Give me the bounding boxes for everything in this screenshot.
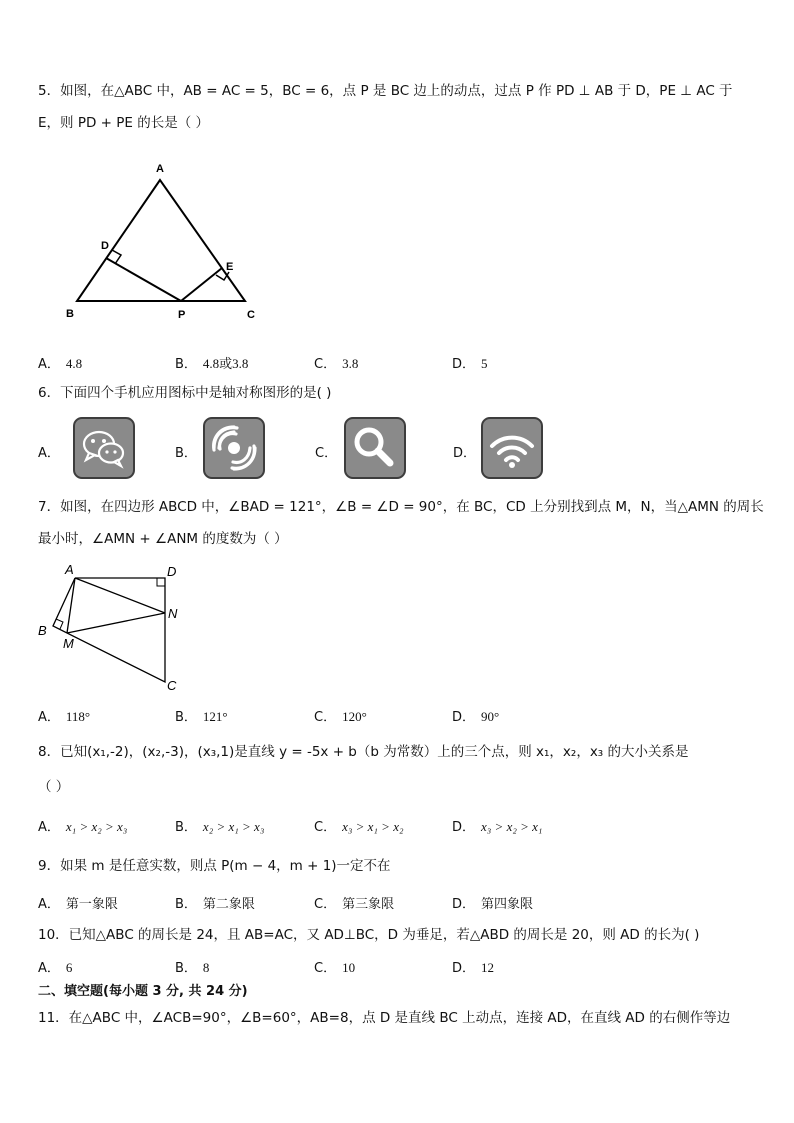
q7-label-b: B [38, 623, 47, 638]
q7-label-n: N [168, 606, 178, 621]
q5-label-p: P [178, 309, 186, 321]
q6-option-b-label[interactable]: B． [175, 446, 197, 461]
q5-label-c: C [247, 309, 255, 321]
q10-options [38, 957, 758, 975]
q7-option-b[interactable]: B． 121° [175, 709, 228, 725]
q5-label-b: B [66, 308, 74, 320]
q7-label-m: M [63, 636, 74, 651]
q7-stem-line1: 7．如图，在四边形 ABCD 中，∠BAD = 121°，∠B = ∠D = 90°，在 BC，CD 上分别找到点 M，N，当△AMN 的周长 [38, 499, 764, 515]
q7-option-a[interactable]: A． 118° [38, 709, 91, 725]
q7-label-a: A [65, 562, 74, 577]
q9-option-a[interactable]: A． 第一象限 [38, 897, 118, 912]
q8-option-c[interactable]: C． x₃ > x₁ > x₂ [314, 819, 404, 835]
q8-stem-line1: 8．已知(x₁,-2)，(x₂,-3)，(x₃,1)是直线 y = -5x + b（b 为常数）上的三个点，则 x₁，x₂，x₃ 的大小关系是 [38, 744, 689, 760]
q7-quadrilateral-figure [35, 558, 195, 700]
q5-option-a[interactable]: A． 4.8 [38, 356, 83, 372]
q6-option-a-label[interactable]: A． [38, 446, 60, 461]
wifi-icon[interactable] [481, 417, 543, 479]
q8-option-d[interactable]: D． x₃ > x₂ > x₁ [452, 819, 543, 835]
q5-stem-line2: E，则 PD + PE 的长是（ ） [38, 115, 210, 131]
q7-label-d: D [167, 564, 177, 579]
q10-stem-line1: 10．已知△ABC 的周长是 24，且 AB=AC，又 AD⊥BC，D 为垂足，若△ABD 的周长是 20，则 AD 的长为( ) [38, 927, 700, 943]
q7-option-d[interactable]: D． 90° [452, 709, 500, 725]
q9-option-c[interactable]: C． 第三象限 [314, 897, 395, 912]
q5-option-b[interactable]: B． 4.8或3.8 [175, 356, 249, 372]
q5-label-e: E [226, 261, 234, 273]
q8-option-a[interactable]: A． x₁ > x₂ > x₃ [38, 819, 128, 835]
q5-stem-line1: 5．如图，在△ABC 中，AB = AC = 5，BC = 6，点 P 是 BC 边上的动点，过点 P 作 PD ⊥ AB 于 D，PE ⊥ AC 于 [38, 83, 733, 99]
q5-option-c[interactable]: C． 3.8 [314, 356, 359, 372]
q8-options [38, 816, 758, 834]
q11-stem-line1: 11．在△ABC 中，∠ACB=90°，∠B=60°，AB=8，点 D 是直线 BC 上动点，连接 AD，在直线 AD 的右侧作等边 [38, 1010, 731, 1026]
q9-stem-line1: 9．如果 m 是任意实数，则点 P(m − 4，m + 1)一定不在 [38, 858, 391, 874]
q5-label-d: D [101, 240, 109, 252]
section-fill-in-title: 二、填空题(每小题 3 分, 共 24 分) [38, 984, 248, 999]
magnifier-icon[interactable] [344, 417, 406, 479]
q9-option-d[interactable]: D． 第四象限 [452, 897, 534, 912]
q5-triangle-figure [60, 155, 270, 325]
q7-option-c[interactable]: C． 120° [314, 709, 367, 725]
q7-options [38, 706, 758, 724]
q7-label-c: C [167, 678, 177, 693]
q5-label-a: A [156, 163, 164, 175]
q7-stem-line2: 最小时，∠AMN + ∠ANM 的度数为（ ） [38, 531, 288, 547]
q10-option-d[interactable]: D． 12 [452, 960, 495, 976]
q9-options [38, 893, 758, 911]
q6-option-d-label[interactable]: D． [453, 446, 477, 461]
q5-option-d[interactable]: D． 5 [452, 356, 488, 372]
q10-option-a[interactable]: A． 6 [38, 960, 73, 976]
q10-option-b[interactable]: B． 8 [175, 960, 210, 976]
q6-option-c-label[interactable]: C． [315, 446, 338, 461]
q9-option-b[interactable]: B． 第二象限 [175, 897, 255, 912]
q10-option-c[interactable]: C． 10 [314, 960, 356, 976]
q6-stem-line1: 6．下面四个手机应用图标中是轴对称图形的是( ) [38, 385, 332, 401]
wechat-icon[interactable] [73, 417, 135, 479]
q8-stem-line2: （ ） [38, 779, 70, 795]
q8-option-b[interactable]: B． x₂ > x₁ > x₃ [175, 819, 265, 835]
swirl-icon[interactable] [203, 417, 265, 479]
q5-options [38, 353, 758, 371]
